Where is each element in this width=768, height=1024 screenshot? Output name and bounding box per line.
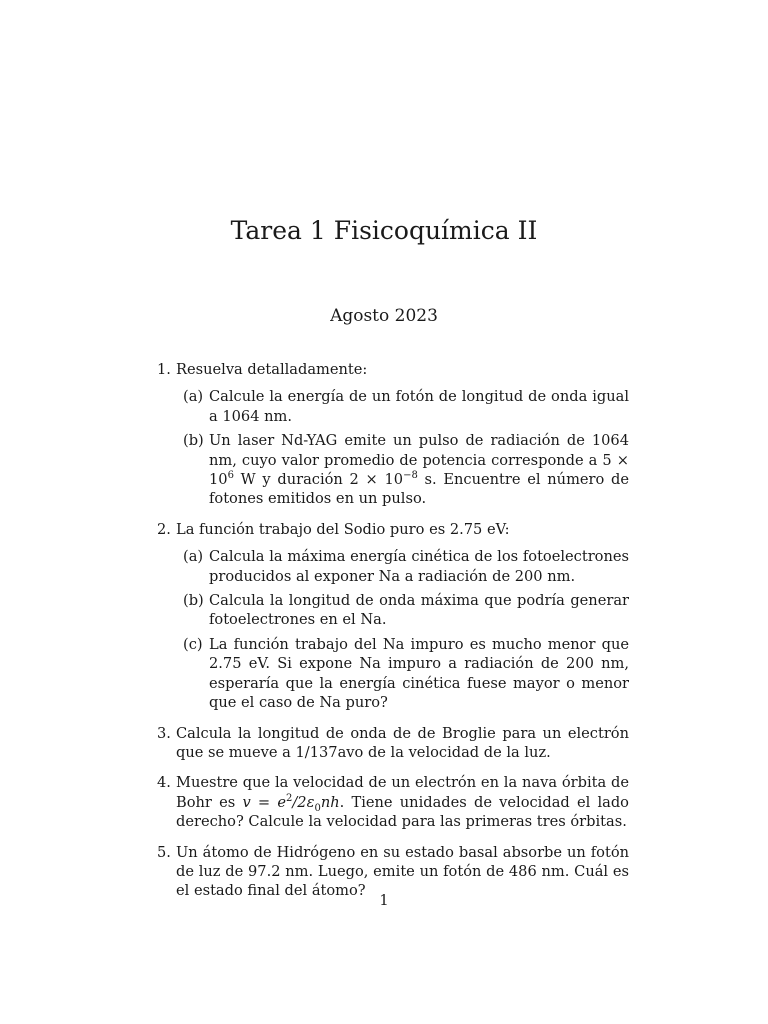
sub-question-list — [176, 547, 629, 712]
exponent: −8 — [403, 470, 418, 482]
question-text: Un átomo de Hidrógeno en su estado basal absorbe un fotón de luz de 97.2 nm. Luego, emite un fotón de 486 nm. Cuál es el estado final del átomo? — [176, 843, 629, 900]
sub-question-label: (c) — [183, 635, 203, 653]
question-number: 2. — [157, 520, 171, 538]
exponent: 6 — [227, 470, 234, 482]
sub-question-2b — [176, 591, 629, 630]
question-number: 4. — [157, 774, 171, 792]
question-number: 1. — [157, 361, 171, 378]
sub-question-text-part: s. Encuentre el número de fotones emitidos en un pulso. — [209, 471, 630, 508]
sub-question-label: (b) — [183, 592, 204, 610]
sub-question-text: Calcula la máxima energía cinética de los fotoelectrones producidos al exponer Na a radiación de 200 nm. — [209, 548, 629, 585]
question-1 — [157, 360, 629, 509]
question-3 — [157, 724, 629, 763]
question-number: 3. — [157, 724, 171, 742]
sub-question-text: La función trabajo del Na impuro es mucho menor que 2.75 eV. Si expone Na impuro a radiación de 200 nm, esperaría que la energía cinética fuese mayor o menor que el caso de Na puro? — [209, 635, 629, 712]
question-text-part: . Tiene unidades de velocidad el lado derecho? Calcule la velocidad para las primeras tres órbitas. — [176, 793, 629, 831]
sub-question-text-part: W y duración 2 × 10 — [233, 471, 404, 489]
question-2 — [157, 520, 629, 713]
question-number: 5. — [157, 843, 171, 861]
formula-variable: nh — [320, 793, 340, 811]
formula-variable: e — [277, 793, 287, 811]
sub-question-1a — [176, 387, 629, 426]
document-date: Agosto 2023 — [330, 306, 438, 326]
sub-question-2c — [176, 635, 629, 713]
question-4 — [157, 773, 629, 831]
page-number: 1 — [379, 892, 389, 909]
subscript: 0 — [314, 802, 321, 814]
sub-question-list — [176, 387, 629, 508]
question-text-part: Muestre que la velocidad de un electrón en la nava órbita de Bohr es — [176, 774, 629, 811]
formula-denominator: /2ε — [292, 793, 315, 811]
question-text: Resuelva detalladamente: — [176, 361, 368, 378]
formula-operator: = — [250, 793, 278, 811]
sub-question-label: (b) — [183, 432, 204, 450]
question-list — [157, 360, 629, 901]
sub-question-label: (a) — [183, 388, 204, 406]
sub-question-2a — [176, 547, 629, 586]
formula-variable: v — [242, 793, 251, 811]
sub-question-text: Calcule la energía de un fotón de longitud de onda igual a 1064 nm. — [209, 388, 629, 425]
exponent: 2 — [286, 792, 293, 804]
question-text: La función trabajo del Sodio puro es 2.75 eV: — [176, 520, 510, 538]
question-text: Calcula la longitud de onda de de Broglie para un electrón que se mueve a 1/137avo de la velocidad de la luz. — [176, 724, 629, 761]
sub-question-text-part: Un laser Nd-YAG emite un pulso de radiación de 1064 nm, cuyo valor promedio de potencia corresponde a 5 × 10 — [209, 432, 629, 489]
sub-question-1b — [176, 431, 629, 509]
sub-question-text: Calcula la longitud de onda máxima que podría generar fotoelectrones en el Na. — [209, 592, 629, 629]
sub-question-label: (a) — [183, 548, 204, 566]
document-title: Tarea 1 Fisicoquímica II — [230, 216, 538, 245]
